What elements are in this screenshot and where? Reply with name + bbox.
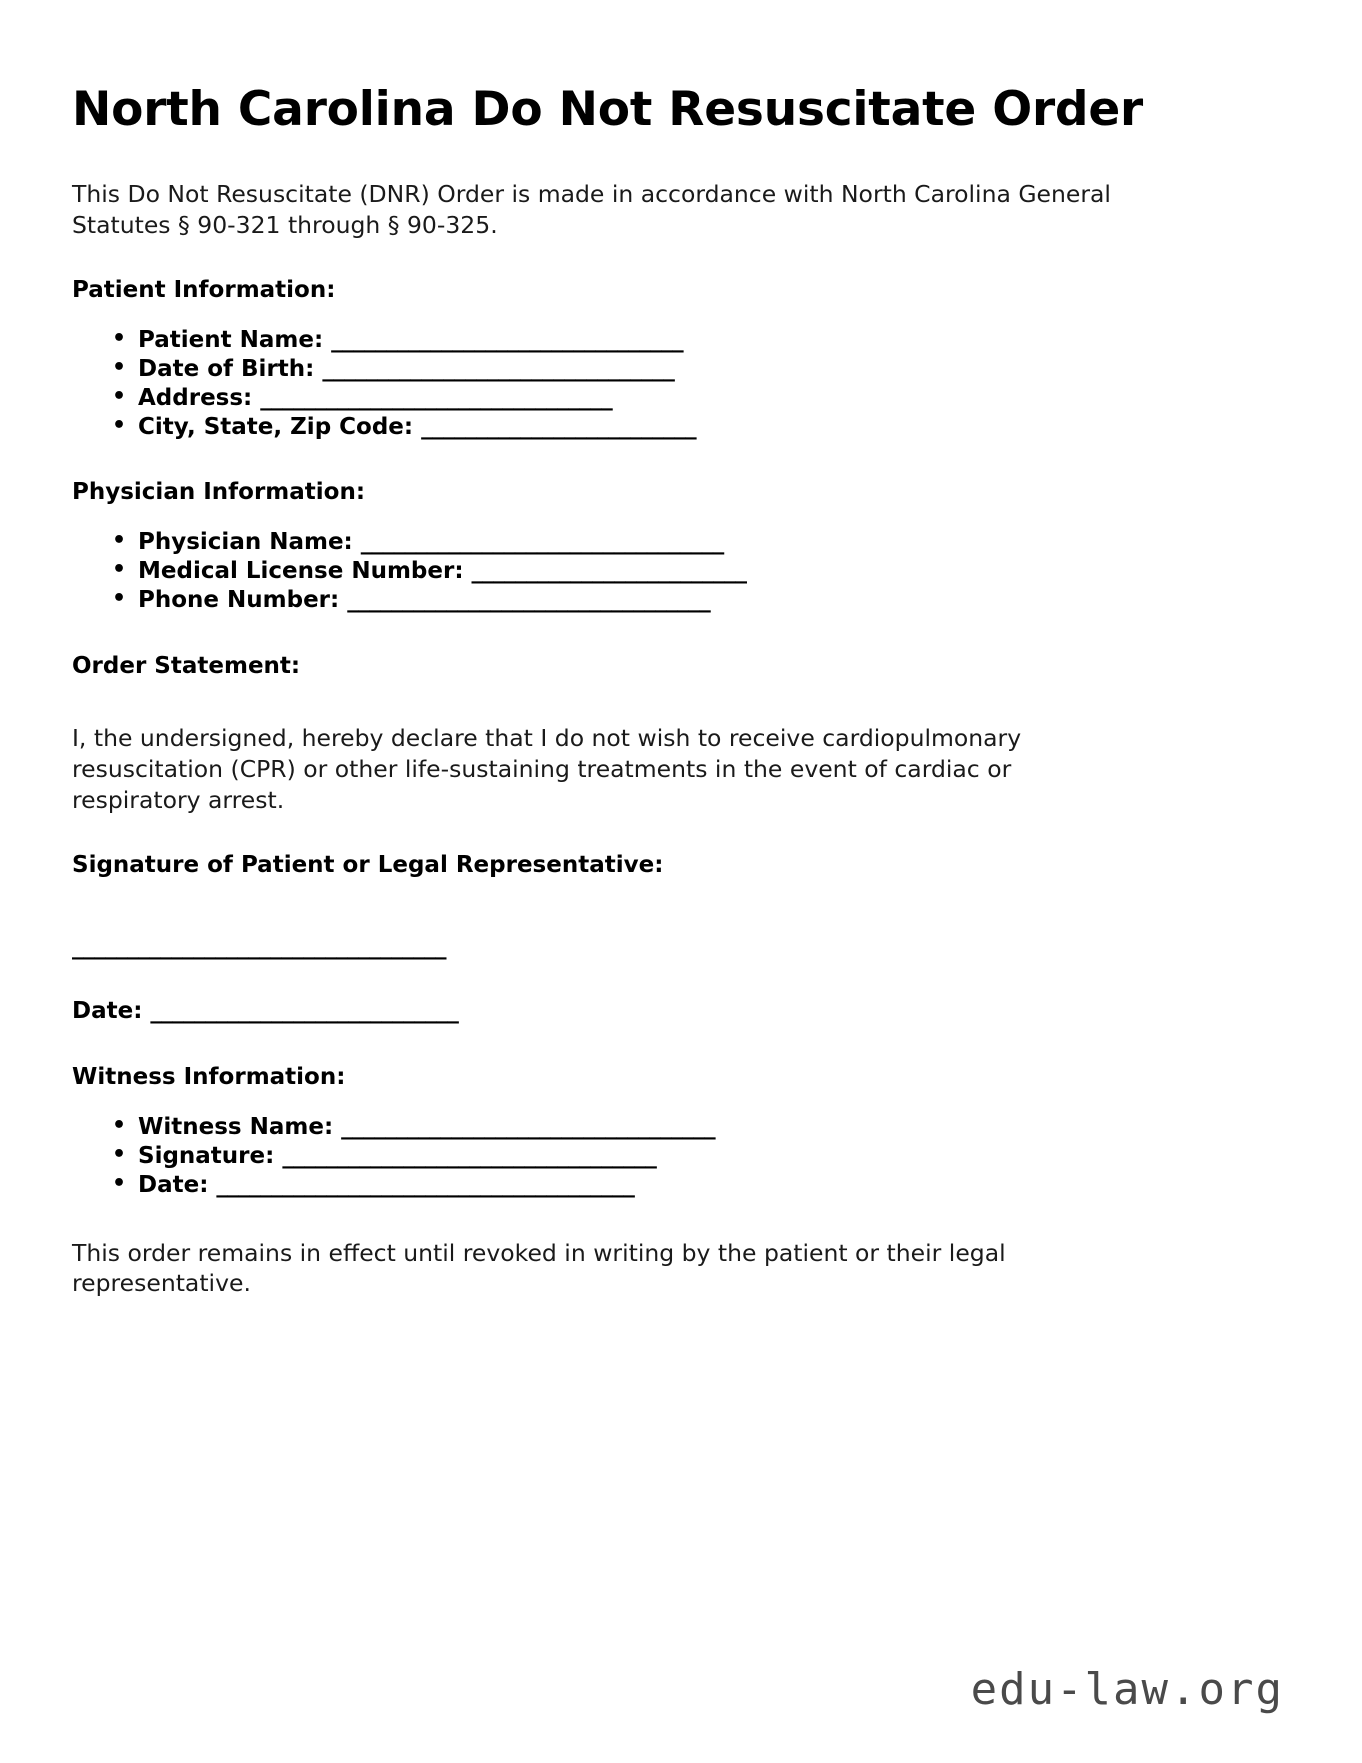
field-blank[interactable]: ________________________________ <box>260 385 613 412</box>
site-watermark: edu-law.org <box>970 1664 1284 1715</box>
field-witness-date <box>112 1171 1252 1200</box>
field-label: Address: <box>138 385 253 412</box>
intro-paragraph: This Do Not Resuscitate (DNR) Order is made in accordance with North Carolina General Statutes § 90-321 through § 90-325. <box>72 179 1111 239</box>
field-phone-number <box>112 586 1252 615</box>
field-blank[interactable]: __________________________________ <box>282 1142 657 1169</box>
field-label: Signature: <box>138 1142 275 1169</box>
field-label: City, State, Zip Code: <box>138 414 414 441</box>
field-label: Physician Name: <box>138 529 353 556</box>
field-label: Phone Number: <box>138 587 340 614</box>
field-medical-license-number <box>112 557 1252 586</box>
closing-paragraph: This order remains in effect until revoked in writing by the patient or their legal representative. <box>72 1238 1006 1298</box>
field-label: Medical License Number: <box>138 558 464 585</box>
field-witness-name <box>112 1113 1252 1142</box>
field-label: Patient Name: <box>138 326 324 353</box>
order-statement-heading: Order Statement: <box>72 652 301 679</box>
date-blank[interactable]: ____________________________ <box>150 997 459 1024</box>
signature-heading: Signature of Patient or Legal Representative: <box>72 852 664 879</box>
physician-information-fields <box>72 528 1252 615</box>
document-content <box>72 72 1252 1299</box>
field-blank[interactable]: _________________________ <box>471 558 747 585</box>
field-date-of-birth <box>112 355 1252 384</box>
field-blank[interactable]: __________________________________ <box>341 1113 716 1140</box>
order-statement-text: I, the undersigned, hereby declare that I do not wish to receive cardiopulmonary resuscitation (CPR) or other life-sustaining treatments in the event of cardiac or respiratory arrest. <box>72 724 1022 814</box>
patient-information-heading: Patient Information: <box>72 277 336 304</box>
field-blank[interactable]: _________________________________ <box>360 529 724 556</box>
field-label: Date: <box>138 1171 209 1198</box>
field-patient-name <box>112 326 1252 355</box>
field-blank[interactable]: ________________________________ <box>322 356 675 383</box>
signature-blank[interactable]: __________________________________ <box>72 933 446 960</box>
field-blank[interactable]: ________________________________ <box>331 326 684 353</box>
witness-information-heading: Witness Information: <box>72 1063 346 1090</box>
field-label: Date of Birth: <box>138 356 315 383</box>
field-blank[interactable]: _________________________________ <box>347 587 711 614</box>
field-blank[interactable]: _________________________ <box>421 414 697 441</box>
field-address <box>112 384 1252 413</box>
field-label: Witness Name: <box>138 1113 334 1140</box>
witness-information-fields <box>72 1113 1252 1200</box>
field-witness-signature <box>112 1142 1252 1171</box>
field-physician-name <box>112 528 1252 557</box>
field-blank[interactable]: ______________________________________ <box>216 1171 635 1198</box>
field-city-state-zip <box>112 413 1252 442</box>
signature-date-row <box>72 997 1252 1027</box>
physician-information-heading: Physician Information: <box>72 479 366 506</box>
page-title: North Carolina Do Not Resuscitate Order <box>72 82 1144 137</box>
date-label: Date: <box>72 997 143 1024</box>
patient-information-fields <box>72 326 1252 442</box>
